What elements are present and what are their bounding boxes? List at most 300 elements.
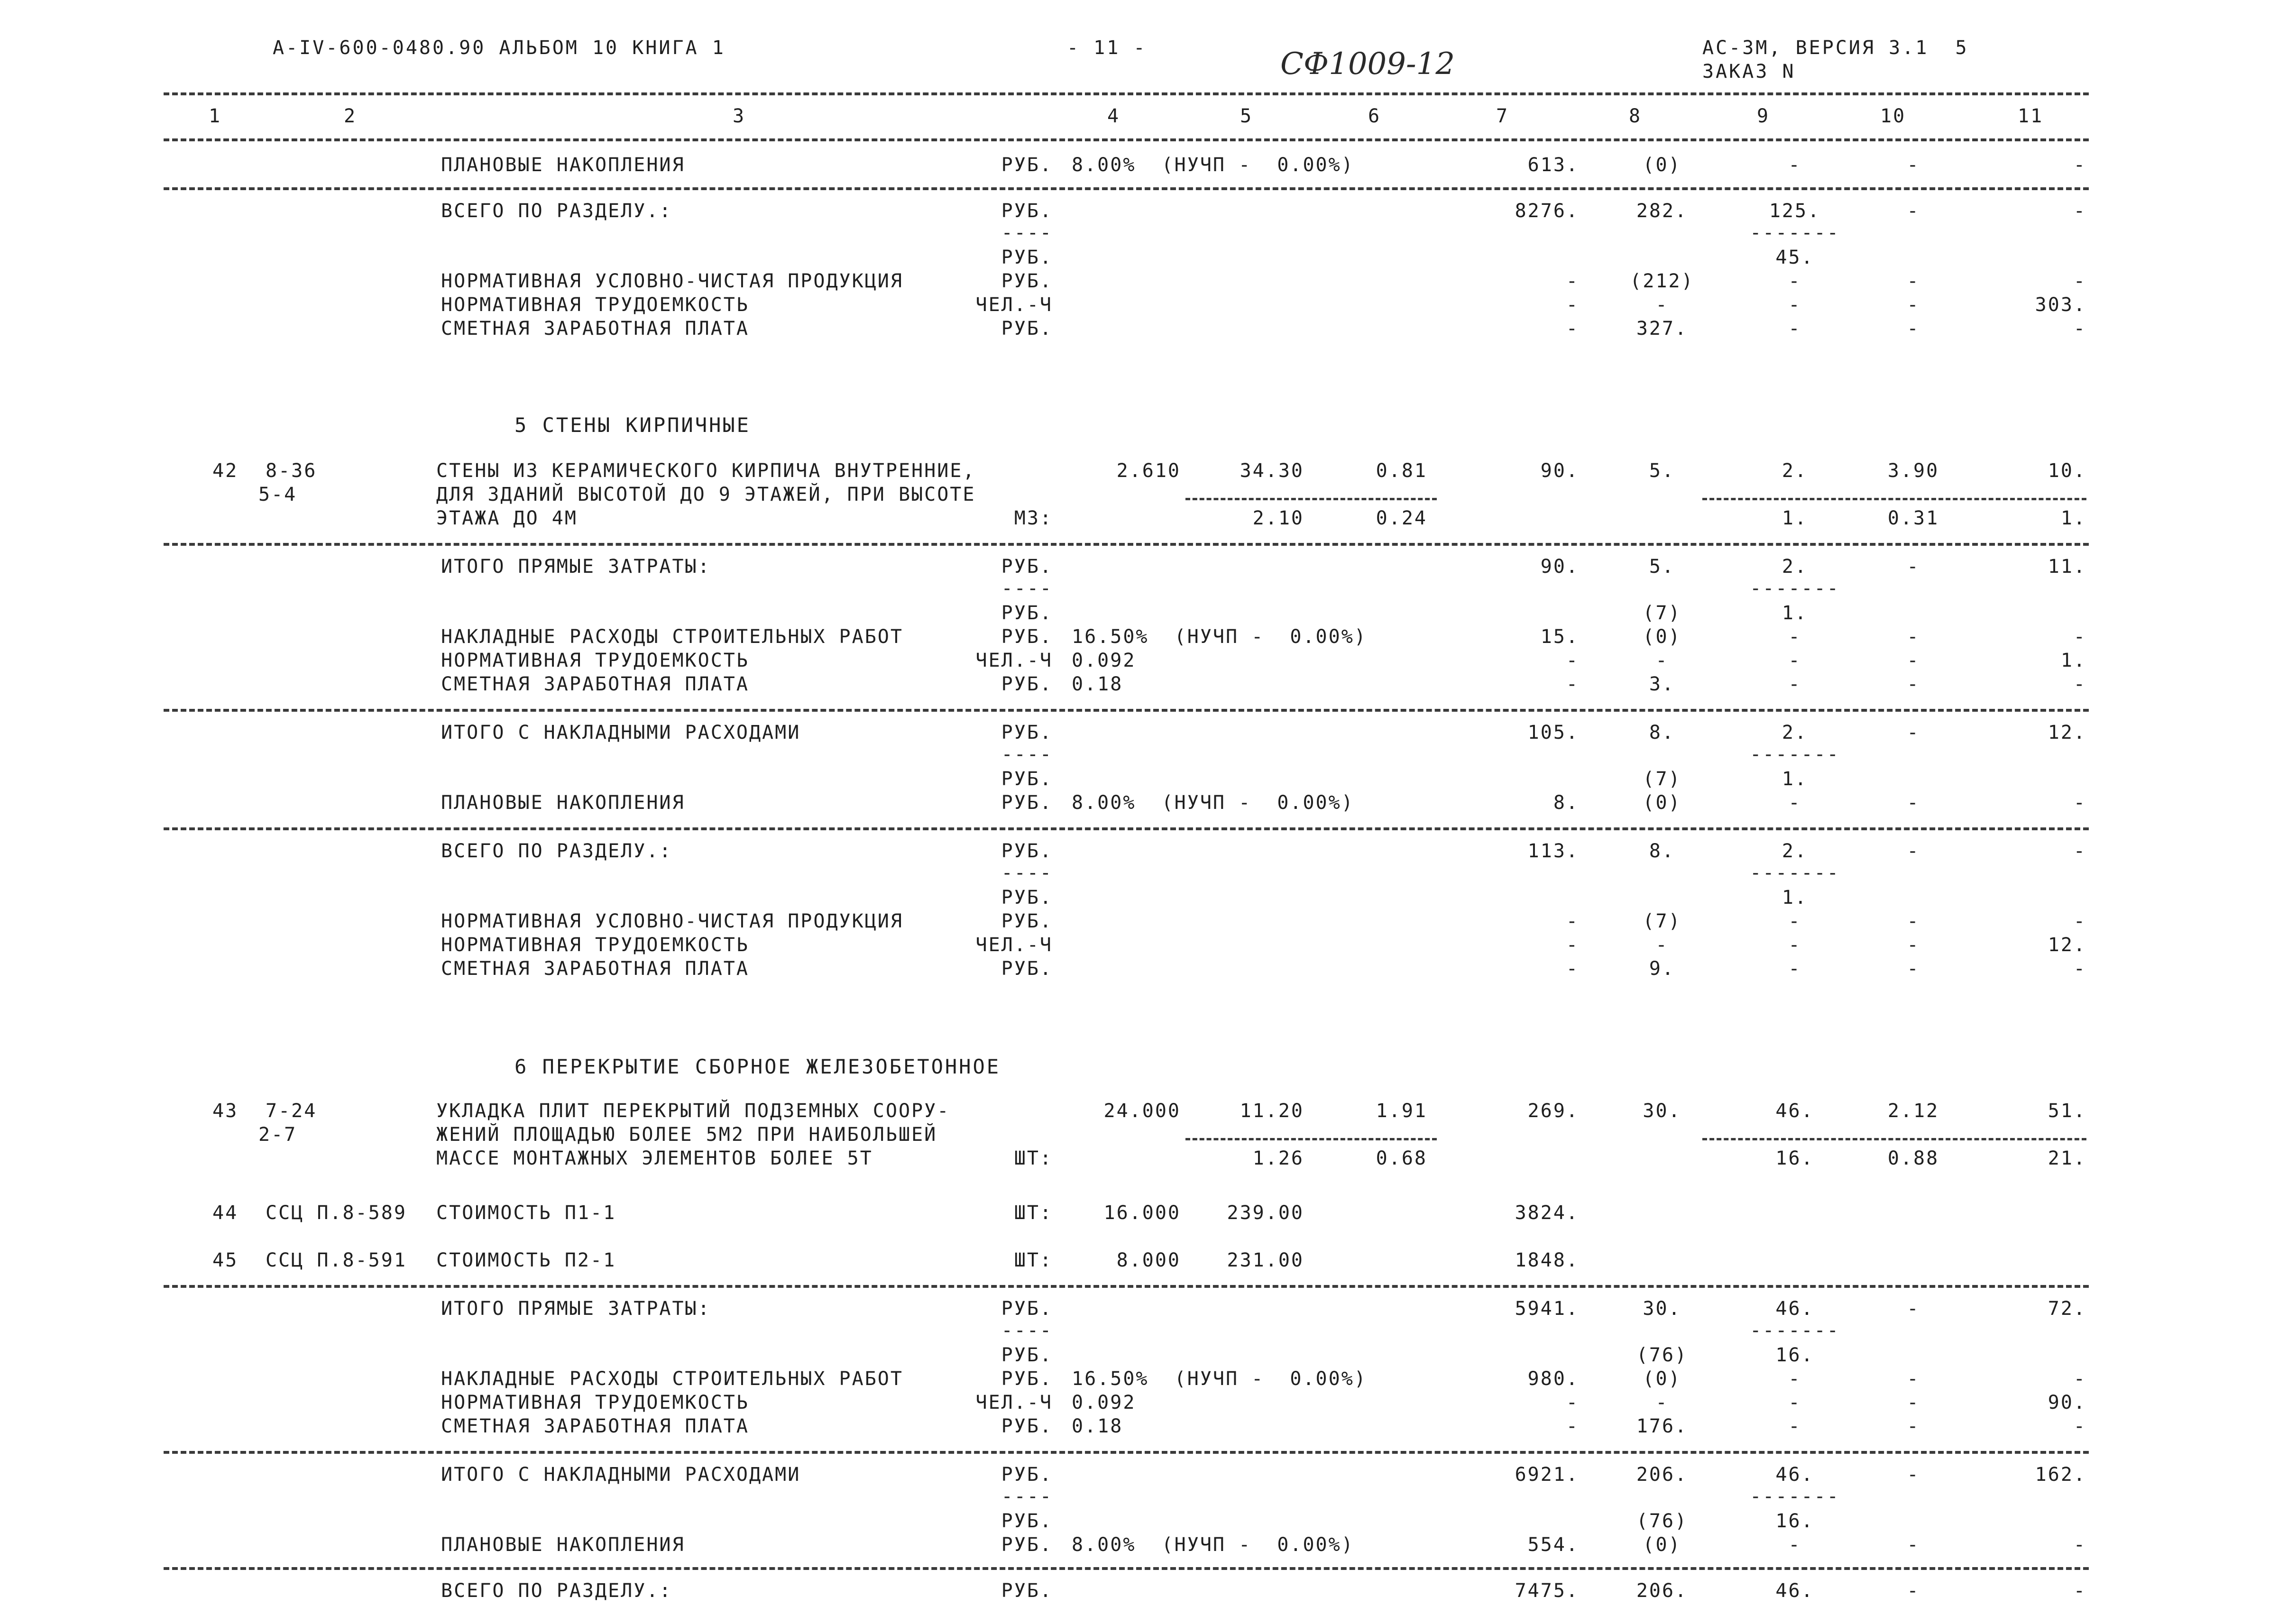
col6-value: 0.68 (1376, 1147, 1427, 1169)
col11-value: - (2073, 840, 2086, 862)
item-code: 7-24 (266, 1100, 317, 1122)
separator (164, 92, 2089, 95)
item-code: 5-4 (258, 484, 297, 505)
col10-value: - (1907, 792, 1920, 814)
column-header-3: 3 (733, 105, 746, 127)
col7-value: 113. (1527, 840, 1579, 862)
col9-value: - (1788, 270, 1801, 292)
unit: РУБ. (1001, 1415, 1053, 1437)
row-label: НАКЛАДНЫЕ РАСХОДЫ СТРОИТЕЛЬНЫХ РАБОТ (441, 1368, 903, 1390)
document-code: A-IV-600-0480.90 АЛЬБОМ 10 КНИГА 1 (273, 37, 726, 59)
col9-value: - (1788, 958, 1801, 980)
col4-value: 2.610 (1116, 460, 1181, 482)
col10-value: - (1907, 840, 1920, 862)
item-row-45 (0, 1249, 2296, 1272)
order-number: ЗАКАЗ N (1702, 61, 1796, 83)
row-label: ВСЕГО ПО РАЗДЕЛУ.: (441, 200, 672, 222)
col8-value: 30. (1643, 1100, 1681, 1122)
col10-value: - (1907, 294, 1920, 316)
col7-value: 980. (1527, 1368, 1579, 1390)
col7-value: - (1566, 318, 1579, 339)
col10-value: 3.90 (1887, 460, 1939, 482)
row-label: ИТОГО С НАКЛАДНЫМИ РАСХОДАМИ (441, 1464, 801, 1486)
net-product-row (0, 910, 2296, 933)
separator (164, 138, 2089, 141)
col7-value: 6921. (1515, 1464, 1579, 1486)
col10-value: - (1907, 1534, 1920, 1556)
col7-value: 554. (1527, 1534, 1579, 1556)
col11-value: 303. (2035, 294, 2086, 316)
item-description: МАССЕ МОНТАЖНЫХ ЭЛЕМЕНТОВ БОЛЕЕ 5Т (436, 1147, 873, 1169)
item-number: 42 (212, 460, 239, 482)
unit: РУБ. (1001, 270, 1053, 292)
col10-value: 2.12 (1887, 1100, 1939, 1122)
col7-value: 7475. (1515, 1580, 1579, 1602)
col9-underline: ------- (1750, 1320, 1840, 1341)
col7-value: 15. (1540, 626, 1579, 648)
col9-value: 45. (1775, 247, 1814, 268)
separator (164, 1567, 2089, 1570)
wage-row (0, 673, 2296, 696)
col9-value: 1. (1782, 507, 1808, 529)
col11-value: - (2073, 1534, 2086, 1556)
row-label: ИТОГО ПРЯМЫЕ ЗАТРАТЫ: (441, 556, 711, 578)
item-row-42 (0, 460, 2296, 483)
col7-value: - (1566, 910, 1579, 932)
col10-value: - (1907, 910, 1920, 932)
col8-value: 282. (1636, 200, 1688, 222)
planned-savings-row (0, 1534, 2296, 1557)
row-label: ВСЕГО ПО РАЗДЕЛУ.: (441, 1580, 672, 1602)
column-header-11: 11 (2018, 105, 2044, 127)
col11-value: - (2073, 318, 2086, 339)
col9-value: 46. (1775, 1580, 1814, 1602)
col9-value: - (1788, 154, 1801, 176)
col8-value: (7) (1643, 768, 1681, 790)
col8-value: (76) (1636, 1510, 1688, 1532)
unit: ШТ: (1014, 1147, 1053, 1169)
overhead-row (0, 626, 2296, 649)
item-description: ЭТАЖА ДО 4М (436, 507, 578, 529)
col11-value: 12. (2048, 934, 2086, 956)
col10-value: - (1907, 154, 1920, 176)
row-label: ПЛАНОВЫЕ НАКОПЛЕНИЯ (441, 154, 685, 176)
unit: РУБ. (1001, 1534, 1053, 1556)
column-header-4: 4 (1107, 105, 1120, 127)
item-number: 44 (212, 1202, 239, 1224)
item-row-43 (0, 1100, 2296, 1123)
col9-underline: ------- (1750, 222, 1840, 244)
col4-value: 16.000 (1103, 1202, 1181, 1224)
labor-row (0, 650, 2296, 672)
subrow (0, 743, 2296, 766)
col11-value: 1. (2060, 507, 2086, 529)
col7-value: 1848. (1515, 1249, 1579, 1271)
rate: 8.00% (НУЧП - 0.00%) (1072, 154, 1354, 176)
unit: РУБ. (1001, 722, 1053, 743)
handwritten-note: СФ1009-12 (1280, 46, 1455, 82)
col7-value: 90. (1540, 556, 1579, 578)
col9-value: - (1788, 626, 1801, 648)
col8-value: (0) (1643, 626, 1681, 648)
col10-value: - (1907, 626, 1920, 648)
item-row-43-line2 (0, 1124, 2296, 1147)
col11-value: 162. (2035, 1464, 2086, 1486)
program-version: АС-3М, ВЕРСИЯ 3.1 5 (1702, 37, 1969, 59)
col9-value: - (1788, 1415, 1801, 1437)
col9-value: 2. (1782, 840, 1808, 862)
col9-value: 125. (1769, 200, 1821, 222)
col7-value: - (1566, 673, 1579, 695)
row-label: НОРМАТИВНАЯ ТРУДОЕМКОСТЬ (441, 934, 749, 956)
col9-value: 1. (1782, 768, 1808, 790)
subrow (0, 578, 2296, 600)
rate: 16.50% (НУЧП - 0.00%) (1072, 626, 1367, 648)
col10-value: 0.88 (1887, 1147, 1939, 1169)
col5-value: 1.26 (1252, 1147, 1304, 1169)
col8-value: (0) (1643, 1534, 1681, 1556)
row-label: НОРМАТИВНАЯ ТРУДОЕМКОСТЬ (441, 294, 749, 316)
unit: РУБ. (1001, 602, 1053, 624)
row-label: СМЕТНАЯ ЗАРАБОТНАЯ ПЛАТА (441, 958, 749, 980)
with-overhead-row (0, 722, 2296, 744)
unit-dashes: ---- (1001, 578, 1053, 599)
subrow (0, 887, 2296, 909)
col8-value: 327. (1636, 318, 1688, 339)
rate: 0.092 (1072, 650, 1136, 671)
col11-value: - (2073, 1368, 2086, 1390)
column-header-9: 9 (1757, 105, 1770, 127)
col6-value: 1.91 (1376, 1100, 1427, 1122)
col7-value: - (1566, 958, 1579, 980)
col11-value: 21. (2048, 1147, 2086, 1169)
labor-row (0, 934, 2296, 957)
item-description: СТОИМОСТЬ П2-1 (436, 1249, 616, 1271)
col10-value: - (1907, 1298, 1920, 1320)
rate: 0.18 (1072, 1415, 1123, 1437)
col10-value: - (1907, 934, 1920, 956)
direct-costs-row (0, 1298, 2296, 1321)
col8-value: 8. (1649, 840, 1675, 862)
col10-value: - (1907, 270, 1920, 292)
labor-row (0, 294, 2296, 317)
col8-value: (7) (1643, 910, 1681, 932)
section-title: 6 ПЕРЕКРЫТИЕ СБОРНОЕ ЖЕЛЕЗОБЕТОННОЕ (514, 1055, 1001, 1078)
col10-value: - (1907, 1368, 1920, 1390)
col5-value: 231.00 (1227, 1249, 1304, 1271)
col10-value: - (1907, 958, 1920, 980)
item-number: 43 (212, 1100, 239, 1122)
col8-value: 3. (1649, 673, 1675, 695)
subrow (0, 222, 2296, 245)
unit: РУБ. (1001, 154, 1053, 176)
unit: РУБ. (1001, 247, 1053, 268)
col11-value: - (2073, 958, 2086, 980)
col11-value: 11. (2048, 556, 2086, 578)
unit: РУБ. (1001, 840, 1053, 862)
col10-value: - (1907, 556, 1920, 578)
item-row-43-line3 (0, 1147, 2296, 1170)
col9-value: - (1788, 1368, 1801, 1390)
subrow (0, 768, 2296, 791)
unit: РУБ. (1001, 1298, 1053, 1320)
col9-value: - (1788, 673, 1801, 695)
column-header-1: 1 (209, 105, 222, 127)
wage-row (0, 958, 2296, 981)
col10-value: - (1907, 650, 1920, 671)
col11-value: - (2073, 270, 2086, 292)
rate: 0.092 (1072, 1392, 1136, 1413)
separator (164, 827, 2089, 830)
unit-dashes: ---- (1001, 743, 1053, 765)
col7-value: 90. (1540, 460, 1579, 482)
separator (164, 1285, 2089, 1288)
subrow (0, 1344, 2296, 1367)
col8-value: (76) (1636, 1344, 1688, 1366)
rate: 8.00% (НУЧП - 0.00%) (1072, 792, 1354, 814)
unit: РУБ. (1001, 626, 1053, 648)
col7-value: - (1566, 934, 1579, 956)
section-total-row (0, 200, 2296, 223)
col9-value: 1. (1782, 887, 1808, 908)
col9-value: 16. (1775, 1147, 1814, 1169)
row-label: СМЕТНАЯ ЗАРАБОТНАЯ ПЛАТА (441, 1415, 749, 1437)
col8-value: (0) (1643, 1368, 1681, 1390)
unit: РУБ. (1001, 1464, 1053, 1486)
unit-dashes: ---- (1001, 862, 1053, 884)
col7-value: 105. (1527, 722, 1579, 743)
col10-value: - (1907, 1415, 1920, 1437)
col10-value: - (1907, 1464, 1920, 1486)
subline (1702, 498, 2086, 500)
col9-value: - (1788, 792, 1801, 814)
column-header-7: 7 (1496, 105, 1509, 127)
col11-value: - (2073, 1580, 2086, 1602)
subline (1702, 1138, 2086, 1140)
row-label: НАКЛАДНЫЕ РАСХОДЫ СТРОИТЕЛЬНЫХ РАБОТ (441, 626, 903, 648)
rate: 0.18 (1072, 673, 1123, 695)
subrow (0, 247, 2296, 269)
item-code: ССЦ П.8-591 (266, 1249, 407, 1271)
column-header-6: 6 (1368, 105, 1381, 127)
col9-value: - (1788, 294, 1801, 316)
row-label: НОРМАТИВНАЯ ТРУДОЕМКОСТЬ (441, 1392, 749, 1413)
column-header-8: 8 (1629, 105, 1642, 127)
col11-value: 72. (2048, 1298, 2086, 1320)
unit: М3: (1014, 507, 1053, 529)
unit: РУБ. (1001, 318, 1053, 339)
col5-value: 239.00 (1227, 1202, 1304, 1224)
col9-value: 1. (1782, 602, 1808, 624)
col8-value: 5. (1649, 556, 1675, 578)
unit: РУБ. (1001, 958, 1053, 980)
section-total-row (0, 840, 2296, 863)
col11-value: - (2073, 154, 2086, 176)
col11-value: - (2073, 910, 2086, 932)
item-code: 8-36 (266, 460, 317, 482)
col8-value: 206. (1636, 1580, 1688, 1602)
col7-value: 5941. (1515, 1298, 1579, 1320)
col4-value: 8.000 (1116, 1249, 1181, 1271)
col8-value: (0) (1643, 792, 1681, 814)
col10-value: - (1907, 200, 1920, 222)
unit-dashes: ---- (1001, 1320, 1053, 1341)
separator (164, 543, 2089, 546)
col9-value: - (1788, 1392, 1801, 1413)
col5-value: 11.20 (1240, 1100, 1304, 1122)
planned-savings-row (0, 792, 2296, 815)
unit: ЧЕЛ.-Ч (975, 1392, 1053, 1413)
subline (1185, 1138, 1437, 1140)
col11-value: 1. (2060, 650, 2086, 671)
unit: РУБ. (1001, 200, 1053, 222)
column-header-5: 5 (1240, 105, 1253, 127)
with-overhead-row (0, 1464, 2296, 1486)
col8-value: (7) (1643, 602, 1681, 624)
col9-value: - (1788, 910, 1801, 932)
item-description: ДЛЯ ЗДАНИЙ ВЫСОТОЙ ДО 9 ЭТАЖЕЙ, ПРИ ВЫСОТЕ (436, 484, 976, 505)
col9-underline: ------- (1750, 743, 1840, 765)
rate: 16.50% (НУЧП - 0.00%) (1072, 1368, 1367, 1390)
col10-value: - (1907, 722, 1920, 743)
col7-value: 269. (1527, 1100, 1579, 1122)
separator (164, 1451, 2089, 1454)
col11-value: - (2073, 200, 2086, 222)
unit: РУБ. (1001, 556, 1053, 578)
subrow (0, 1320, 2296, 1342)
separator (164, 187, 2089, 190)
item-row-42-line3 (0, 507, 2296, 530)
col9-value: 2. (1782, 556, 1808, 578)
unit: ШТ: (1014, 1202, 1053, 1224)
unit: РУБ. (1001, 1510, 1053, 1532)
item-description: СТОИМОСТЬ П1-1 (436, 1202, 616, 1224)
col9-value: - (1788, 650, 1801, 671)
col10-value: - (1907, 1392, 1920, 1413)
col11-value: - (2073, 792, 2086, 814)
col9-value: - (1788, 934, 1801, 956)
unit-dashes: ---- (1001, 1486, 1053, 1507)
col7-value: - (1566, 650, 1579, 671)
col11-value: 90. (2048, 1392, 2086, 1413)
col9-value: 46. (1775, 1464, 1814, 1486)
col9-value: 16. (1775, 1344, 1814, 1366)
col9-underline: ------- (1750, 862, 1840, 884)
unit: РУБ. (1001, 1580, 1053, 1602)
item-description: ЖЕНИЙ ПЛОЩАДЬЮ БОЛЕЕ 5М2 ПРИ НАИБОЛЬШЕЙ (436, 1124, 937, 1146)
col6-value: 0.24 (1376, 507, 1427, 529)
col7-value: 613. (1527, 154, 1579, 176)
wage-row (0, 318, 2296, 340)
col9-value: 2. (1782, 460, 1808, 482)
row-label: ИТОГО ПРЯМЫЕ ЗАТРАТЫ: (441, 1298, 711, 1320)
col10-value: - (1907, 673, 1920, 695)
separator (164, 709, 2089, 712)
col7-value: 8276. (1515, 200, 1579, 222)
overhead-row (0, 1368, 2296, 1391)
col9-underline: ------- (1750, 578, 1840, 599)
subrow (0, 1486, 2296, 1508)
subrow (0, 602, 2296, 625)
col8-value: 176. (1636, 1415, 1688, 1437)
col9-value: 2. (1782, 722, 1808, 743)
row-label: ИТОГО С НАКЛАДНЫМИ РАСХОДАМИ (441, 722, 801, 743)
unit: ЧЕЛ.-Ч (975, 294, 1053, 316)
row-label: СМЕТНАЯ ЗАРАБОТНАЯ ПЛАТА (441, 673, 749, 695)
col9-value: - (1788, 318, 1801, 339)
item-code: 2-7 (258, 1124, 297, 1146)
col11-value: - (2073, 1415, 2086, 1437)
col11-value: - (2073, 626, 2086, 648)
col7-value: - (1566, 1415, 1579, 1437)
item-description: СТЕНЫ ИЗ КЕРАМИЧЕСКОГО КИРПИЧА ВНУТРЕННИЕ, (436, 460, 976, 482)
col5-value: 34.30 (1240, 460, 1304, 482)
col8-value: 30. (1643, 1298, 1681, 1320)
col9-value: - (1788, 1534, 1801, 1556)
item-description: УКЛАДКА ПЛИТ ПЕРЕКРЫТИЙ ПОДЗЕМНЫХ СООРУ- (436, 1100, 950, 1122)
col4-value: 24.000 (1103, 1100, 1181, 1122)
row-label: ПЛАНОВЫЕ НАКОПЛЕНИЯ (441, 1534, 685, 1556)
col11-value: - (2073, 673, 2086, 695)
col9-underline: ------- (1750, 1486, 1840, 1507)
item-code: ССЦ П.8-589 (266, 1202, 407, 1224)
unit: РУБ. (1001, 673, 1053, 695)
col7-value: 8. (1553, 792, 1579, 814)
row-label: НОРМАТИВНАЯ ТРУДОЕМКОСТЬ (441, 650, 749, 671)
col6-value: 0.81 (1376, 460, 1427, 482)
rate: 8.00% (НУЧП - 0.00%) (1072, 1534, 1354, 1556)
col11-value: 10. (2048, 460, 2086, 482)
col8-value: (0) (1643, 154, 1681, 176)
row-label: ПЛАНОВЫЕ НАКОПЛЕНИЯ (441, 792, 685, 814)
col9-value: 16. (1775, 1510, 1814, 1532)
unit: РУБ. (1001, 1368, 1053, 1390)
row-label: НОРМАТИВНАЯ УСЛОВНО-ЧИСТАЯ ПРОДУКЦИЯ (441, 910, 903, 932)
unit: ШТ: (1014, 1249, 1053, 1271)
unit: ЧЕЛ.-Ч (975, 934, 1053, 956)
unit: РУБ. (1001, 792, 1053, 814)
unit: РУБ. (1001, 768, 1053, 790)
unit: РУБ. (1001, 910, 1053, 932)
section-title: 5 СТЕНЫ КИРПИЧНЫЕ (514, 413, 751, 437)
item-row-44 (0, 1202, 2296, 1225)
unit: РУБ. (1001, 1344, 1053, 1366)
net-product-row (0, 270, 2296, 293)
direct-costs-row (0, 556, 2296, 578)
row-label: ВСЕГО ПО РАЗДЕЛУ.: (441, 840, 672, 862)
col8-value: 5. (1649, 460, 1675, 482)
item-number: 45 (212, 1249, 239, 1271)
col11-value: 51. (2048, 1100, 2086, 1122)
col8-value: - (1655, 650, 1669, 671)
wage-row (0, 1415, 2296, 1438)
col8-value: - (1655, 934, 1669, 956)
column-header-2: 2 (344, 105, 357, 127)
row-label: СМЕТНАЯ ЗАРАБОТНАЯ ПЛАТА (441, 318, 749, 339)
col10-value: - (1907, 318, 1920, 339)
unit: ЧЕЛ.-Ч (975, 650, 1053, 671)
unit-dashes: ---- (1001, 222, 1053, 244)
labor-row (0, 1392, 2296, 1414)
page-number: - 11 - (1067, 37, 1147, 59)
col8-value: 206. (1636, 1464, 1688, 1486)
col7-value: - (1566, 294, 1579, 316)
col9-value: 46. (1775, 1298, 1814, 1320)
col7-value: 3824. (1515, 1202, 1579, 1224)
planned-savings-values (0, 154, 2296, 177)
subrow (0, 862, 2296, 885)
column-header-row (0, 105, 2296, 128)
